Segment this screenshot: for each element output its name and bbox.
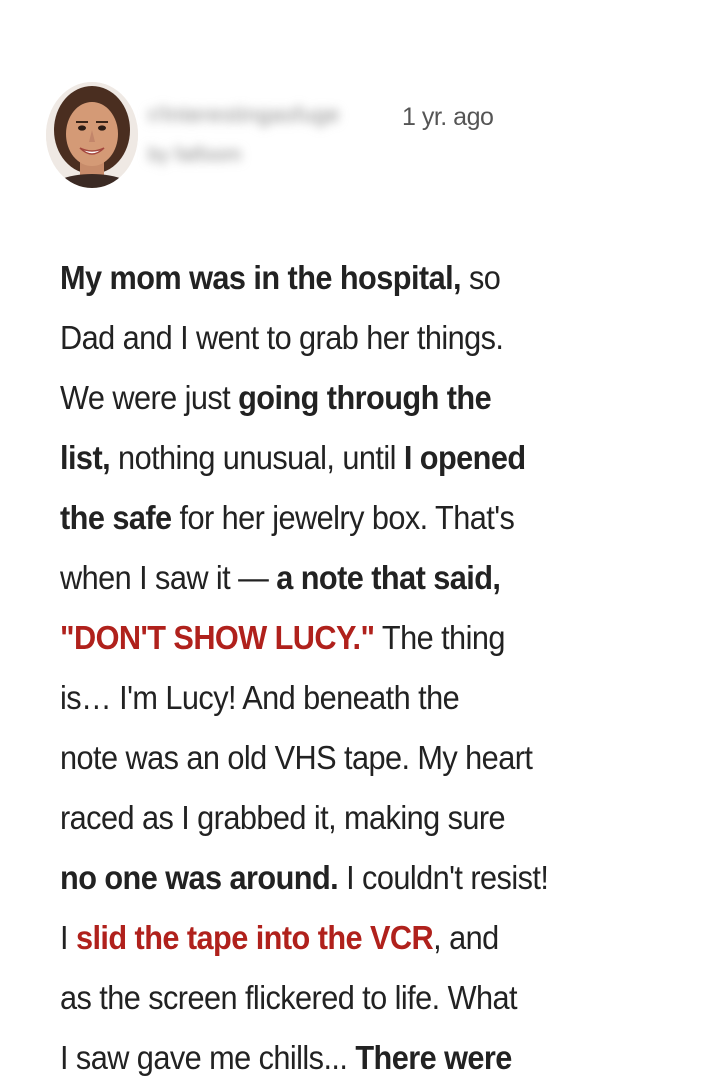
story-line [60,488,655,548]
post-header [46,82,646,192]
post-timestamp: 1 yr. ago [402,103,494,131]
story-segment: I saw gave me chills... [60,1039,356,1076]
story-line [60,908,655,968]
story-line [60,608,655,668]
story-segment: Dad and I went to grab her things. [60,319,504,356]
story-segment: is… I'm Lucy! And beneath the [60,679,460,716]
story-bold: a note that said, [276,559,501,596]
story-bold: I opened [403,439,526,476]
story-line [60,668,655,728]
story-bold: There were [355,1039,512,1076]
story-line [60,548,655,608]
story-text [60,248,700,1088]
story-line [60,1028,655,1088]
story-segment: for her jewelry box. That's [171,499,515,536]
story-bold: going through the [238,379,492,416]
story-bold: no one was around. [60,859,339,896]
story-line [60,728,655,788]
story-bold: list, [60,439,111,476]
user-info [148,102,340,128]
story-line [60,968,655,1028]
story-segment: nothing unusual, until [110,439,404,476]
story-highlight: "DON'T SHOW LUCY." [60,619,375,656]
story-segment: The thing [374,619,505,656]
username[interactable]: r/Interestingasfuge [148,102,340,127]
story-segment: , and [433,919,499,956]
story-line [60,428,655,488]
story-line [60,368,655,428]
story-segment: I couldn't resist! [338,859,549,896]
story-segment: I [60,919,76,956]
story-bold: My mom was in the hospital, [60,259,462,296]
story-segment: when I saw it — [60,559,277,596]
story-line [60,848,655,908]
avatar[interactable] [46,82,138,188]
post-byline: by fatfoom [148,144,242,166]
story-line [60,308,655,368]
story-segment: so [461,259,501,296]
story-segment: note was an old VHS tape. My heart [60,739,533,776]
story-segment: raced as I grabbed it, making sure [60,799,506,836]
avatar-photo [46,82,138,188]
story-line [60,248,655,308]
story-bold: the safe [60,499,172,536]
story-segment: We were just [60,379,239,416]
story-highlight: slid the tape into the VCR [75,919,434,956]
story-line [60,788,655,848]
story-segment: as the screen flickered to life. What [60,979,517,1016]
